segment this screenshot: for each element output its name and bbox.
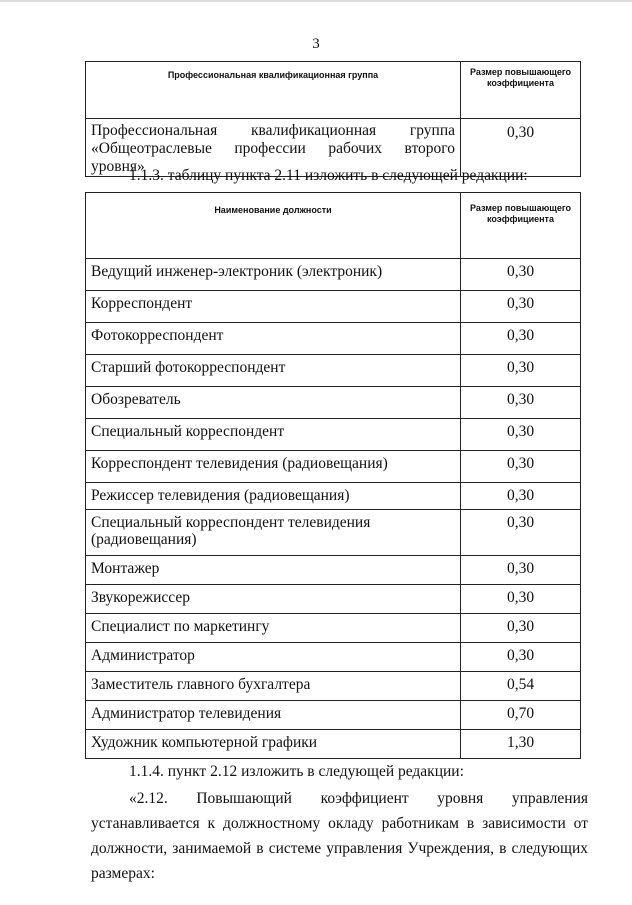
position-name-cell: Специалист по маркетингу — [86, 614, 461, 643]
position-name-cell: Администратор — [86, 643, 461, 672]
table-row — [86, 451, 581, 483]
coefficient-cell: 0,30 — [461, 483, 581, 510]
coefficient-cell: 0,70 — [461, 701, 581, 730]
coefficient-cell: 1,30 — [461, 730, 581, 759]
subpoint-1-1-3: 1.1.3. таблицу пункта 2.11 изложить в следующей редакции: — [129, 167, 528, 184]
table-row — [86, 419, 581, 451]
column-header-coefficient: Размер повышающего коэффициента — [461, 62, 581, 119]
position-name-cell: Корреспондент телевидения (радиовещания) — [86, 451, 461, 483]
coefficient-cell: 0,30 — [461, 510, 581, 556]
coefficient-cell: 0,30 — [461, 259, 581, 291]
coefficient-cell: 0,30 — [461, 119, 581, 177]
table-header-row — [86, 193, 581, 259]
table-row — [86, 556, 581, 585]
table-row — [86, 323, 581, 355]
table-row — [86, 730, 581, 759]
position-name-cell: Художник компьютерной графики — [86, 730, 461, 759]
table-row — [86, 614, 581, 643]
table-row — [86, 483, 581, 510]
table-row — [86, 355, 581, 387]
coefficient-cell: 0,30 — [461, 585, 581, 614]
coefficient-cell: 0,30 — [461, 556, 581, 585]
column-header-coefficient: Размер повышающего коэффициента — [461, 193, 581, 259]
position-name-cell: Корреспондент — [86, 291, 461, 323]
paragraph-2-12 — [91, 786, 588, 886]
coefficient-cell: 0,30 — [461, 451, 581, 483]
positions-table — [85, 192, 581, 759]
position-name-cell: Обозреватель — [86, 387, 461, 419]
coefficient-cell: 0,30 — [461, 323, 581, 355]
subpoint-1-1-4: 1.1.4. пункт 2.12 изложить в следующей редакции: — [129, 763, 464, 780]
scan-artifact-line — [0, 0, 632, 2]
table-row — [86, 291, 581, 323]
coefficient-cell: 0,30 — [461, 643, 581, 672]
table-row — [86, 643, 581, 672]
group-name-cell: Профессиональная квалификационная группа «Общеотраслевые профессии рабочих второго уровня» — [86, 119, 461, 177]
column-header-group: Профессиональная квалификационная группа — [86, 62, 461, 119]
table-row — [86, 387, 581, 419]
coefficient-cell: 0,54 — [461, 672, 581, 701]
coefficient-cell: 0,30 — [461, 387, 581, 419]
coefficient-cell: 0,30 — [461, 355, 581, 387]
position-name-cell: Звукорежиссер — [86, 585, 461, 614]
table-row — [86, 672, 581, 701]
table-row — [86, 701, 581, 730]
table-row — [86, 259, 581, 291]
coefficient-cell: 0,30 — [461, 291, 581, 323]
table-row — [86, 585, 581, 614]
column-header-position: Наименование должности — [86, 193, 461, 259]
qualification-group-table — [85, 61, 581, 177]
coefficient-cell: 0,30 — [461, 614, 581, 643]
position-name-cell: Фотокорреспондент — [86, 323, 461, 355]
position-name-cell: Администратор телевидения — [86, 701, 461, 730]
position-name-cell: Старший фотокорреспондент — [86, 355, 461, 387]
table-row — [86, 510, 581, 556]
position-name-cell: Специальный корреспондент — [86, 419, 461, 451]
table-header-row — [86, 62, 581, 119]
position-name-cell: Ведущий инженер-электроник (электроник) — [86, 259, 461, 291]
position-name-cell: Режиссер телевидения (радиовещания) — [86, 483, 461, 510]
position-name-cell: Монтажер — [86, 556, 461, 585]
paragraph-2-12-text: «2.12. Повышающий коэффициент уровня управления устанавливается к должностному окладу работникам в зависимости от должности, занимаемой в системе управления Учреждения, в следующих размерах: — [91, 790, 588, 882]
position-name-cell: Специальный корреспондент телевидения (радиовещания) — [86, 510, 461, 556]
position-name-cell: Заместитель главного бухгалтера — [86, 672, 461, 701]
coefficient-cell: 0,30 — [461, 419, 581, 451]
page-number: 3 — [312, 36, 320, 52]
